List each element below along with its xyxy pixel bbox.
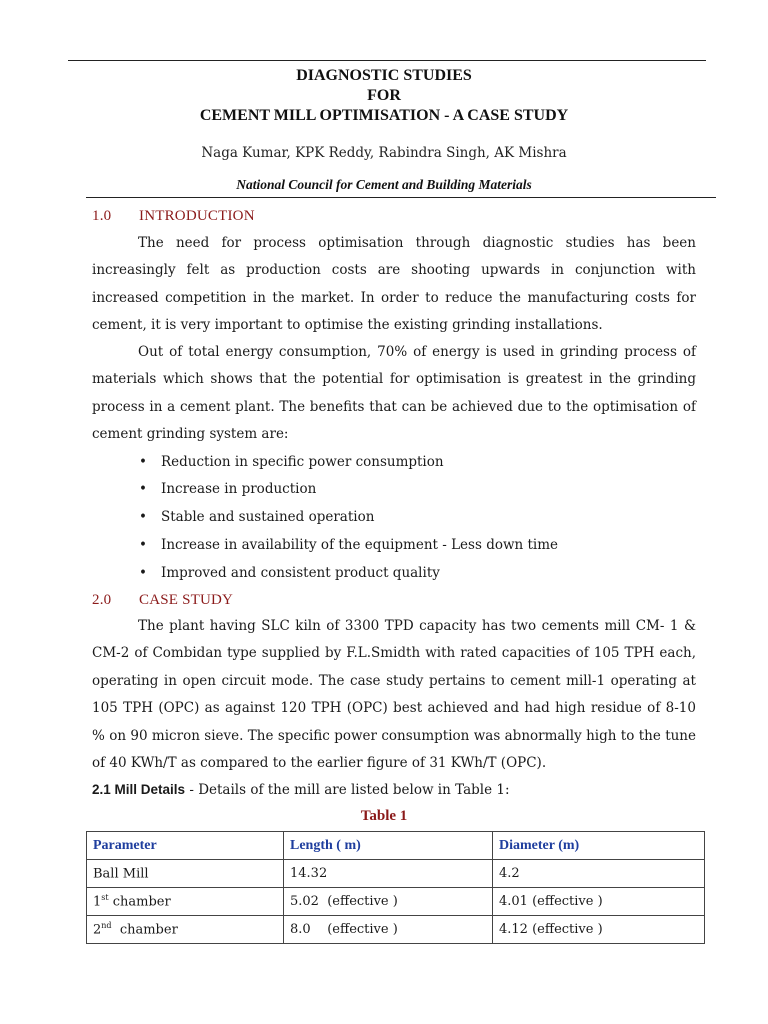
section-number-case: 2.0 bbox=[92, 592, 112, 608]
table-cell-parameter bbox=[87, 916, 284, 944]
intro-paragraph-1 bbox=[92, 230, 696, 340]
table-cell-diameter: 4.01 (effective ) bbox=[493, 888, 705, 916]
mill-details-text: - Details of the mill are listed below in Table 1: bbox=[185, 782, 510, 798]
cell-text: Ball Mill bbox=[93, 866, 149, 882]
affiliation: National Council for Cement and Building Materials bbox=[236, 177, 532, 192]
table-cell-diameter: 4.12 (effective ) bbox=[493, 916, 705, 944]
table-header-cell: Parameter bbox=[87, 832, 284, 860]
bullet-text: Increase in production bbox=[161, 481, 317, 497]
mill-details-label: 2.1 Mill Details bbox=[92, 782, 186, 797]
affiliation-rule bbox=[86, 197, 716, 198]
intro-paragraph-2-text: Out of total energy consumption, 70% of energy is used in grinding process of materials which shows that the potential for optimisation is greatest in the grinding process in a cement plant. The benefits that can be achieved due to the optimisation of cement grinding system are: bbox=[92, 344, 696, 443]
table-cell-diameter: 4.2 bbox=[493, 860, 705, 888]
table-header-cell: Diameter (m) bbox=[493, 832, 705, 860]
bullet-item: • Increase in production bbox=[139, 481, 317, 497]
table-cell-parameter bbox=[87, 860, 284, 888]
top-rule bbox=[68, 60, 706, 61]
bullet-item: • Improved and consistent product quality bbox=[139, 565, 440, 581]
cell-sup: st bbox=[101, 893, 109, 903]
table-row bbox=[87, 860, 705, 888]
intro-paragraph-1-text: The need for process optimisation through diagnostic studies has been increasingly felt as production costs are shooting upwards in conjunction with increased competition in the market. In order to reduce the manufacturing costs for cement, it is very important to optimise the existing grinding installations. bbox=[92, 235, 696, 334]
table-row bbox=[87, 888, 705, 916]
mill-details-table bbox=[86, 831, 705, 944]
title-line-3: CEMENT MILL OPTIMISATION - A CASE STUDY bbox=[199, 107, 569, 124]
bullet-item: • Reduction in specific power consumption bbox=[139, 454, 444, 470]
table-cell-length: 8.0 (effective ) bbox=[284, 916, 493, 944]
cell-text: 2 bbox=[93, 922, 102, 938]
mill-details-line bbox=[92, 782, 510, 798]
cell-text: chamber bbox=[108, 894, 171, 910]
section-heading-case: CASE STUDY bbox=[139, 592, 234, 608]
bullet-item: • Increase in availability of the equipment - Less down time bbox=[139, 537, 559, 553]
bullet-text: Improved and consistent product quality bbox=[161, 565, 440, 581]
bullet-text: Increase in availability of the equipment - Less down time bbox=[161, 537, 559, 553]
section-number-intro: 1.0 bbox=[92, 208, 112, 224]
intro-paragraph-2 bbox=[92, 339, 696, 449]
table-cell-length: 14.32 bbox=[284, 860, 493, 888]
cell-sup: nd bbox=[101, 921, 112, 931]
table-row bbox=[87, 916, 705, 944]
case-paragraph bbox=[92, 613, 696, 777]
bullet-text: Reduction in specific power consumption bbox=[161, 454, 444, 470]
bullet-text: Stable and sustained operation bbox=[161, 509, 375, 525]
title-line-1: DIAGNOSTIC STUDIES bbox=[296, 67, 472, 84]
section-heading-intro: INTRODUCTION bbox=[139, 208, 255, 224]
authors: Naga Kumar, KPK Reddy, Rabindra Singh, AK Mishra bbox=[201, 145, 567, 161]
table-cell-length: 5.02 (effective ) bbox=[284, 888, 493, 916]
bullet-item: • Stable and sustained operation bbox=[139, 509, 375, 525]
cell-text: chamber bbox=[111, 922, 178, 938]
cell-text: 1 bbox=[93, 894, 102, 910]
table-caption: Table 1 bbox=[360, 808, 408, 824]
case-paragraph-text: The plant having SLC kiln of 3300 TPD capacity has two cements mill CM- 1 & CM-2 of Combidan type supplied by F.L.Smidth with rated capacities of 105 TPH each, operating in open circuit mode. The case study pertains to cement mill-1 operating at 105 TPH (OPC) as against 120 TPH (OPC) best achieved and had high residue of 8-10 % on 90 micron sieve. The specific power consumption was abnormally high to the tune of 40 KWh/T as compared to the earlier figure of 31 KWh/T (OPC). bbox=[92, 618, 696, 772]
table-header-row bbox=[87, 832, 705, 860]
title-line-2: FOR bbox=[367, 87, 401, 104]
table-cell-parameter bbox=[87, 888, 284, 916]
table-header-cell: Length ( m) bbox=[284, 832, 493, 860]
